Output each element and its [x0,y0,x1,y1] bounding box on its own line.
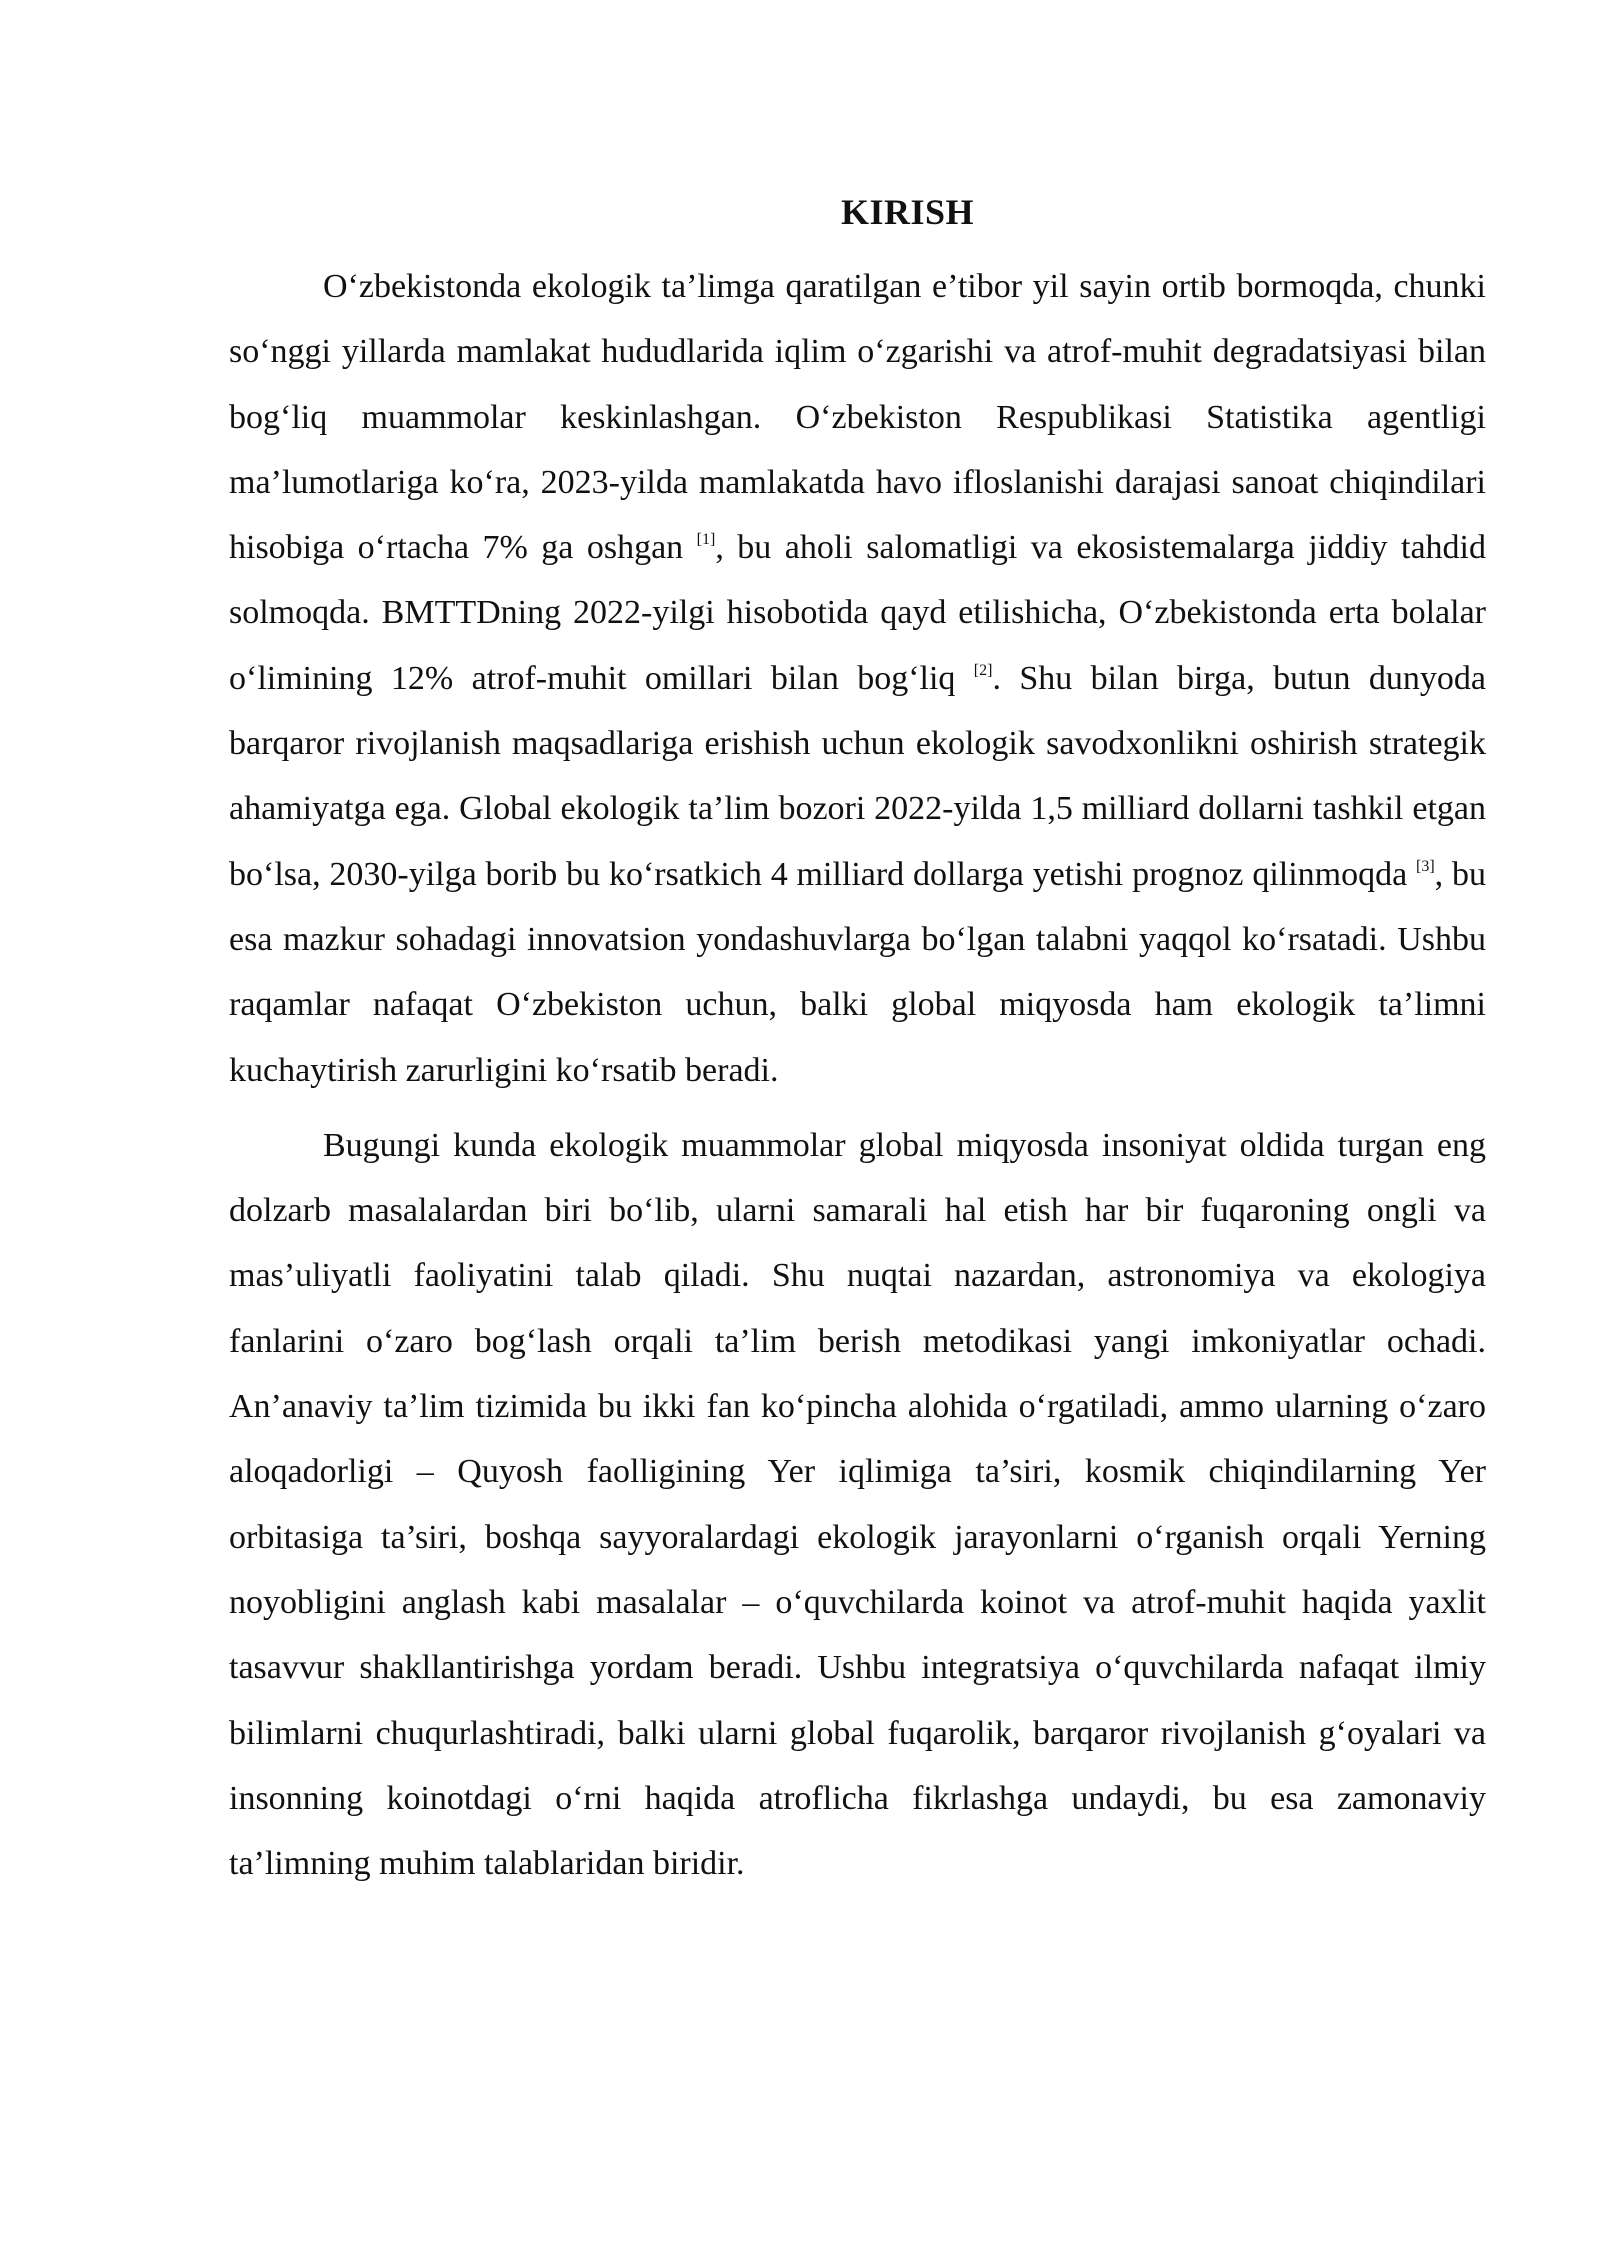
paragraph-1-text-d: , bu esa mazkur sohadagi innovatsion yondashuvlarga bo‘lgan talabni yaqqol ko‘rsatadi. Ushbu raqamlar nafaqat O‘zbekiston uchun, balki global miqyosda ham ekologik ta’limni kuchaytirish zarurligini ko‘rsatib beradi. [229,855,1486,1089]
paragraph-1-text-a: O‘zbekistonda ekologik ta’limga qaratilgan e’tibor yil sayin ortib bormoqda, chunki so‘nggi yillarda mamlakat hududlarida iqlim o‘zgarishi va atrof-muhit degradatsiyasi bilan bog‘liq muammolar keskinlashgan. O‘zbekiston Respublikasi Statistika agentligi ma’lumotlariga ko‘ra, 2023-yilda mamlakatda havo ifloslanishi darajasi sanoat chiqindilari hisobiga o‘rtacha 7% ga oshgan [229,268,1486,567]
paragraph-1-text-b: , bu aholi salomatligi va ekosistemalarga jiddiy tahdid solmoqda. BMTTDning 2022-yilgi hisobotida qayd etilishicha, O‘zbekistonda erta bolalar o‘limining 12% atrof-muhit omillari bilan bog‘liq [229,529,1486,697]
section-title: KIRISH [840,192,975,232]
paragraph-1-text-c: . Shu bilan birga, butun dunyoda barqaror rivojlanish maqsadlariga erishish uchun ekologik savodxonlikni oshirish strategik ahamiyatga ega. Global ekologik ta’lim bozori 2022-yilda 1,5 milliard dollarni tashkil etgan bo‘lsa, 2030-yilga borib bu ko‘rsatkich 4 milliard dollarga yetishi prognoz qilinmoqda [229,659,1486,893]
citation-ref-1: [1] [696,531,716,549]
paragraph-2: Bugungi kunda ekologik muammolar global miqyosda insoniyat oldida turgan eng dolzarb masalalardan biri bo‘lib, ularni samarali hal etish har bir fuqaroning ongli va mas’uliyatli faoliyatini talab qiladi. Shu nuqtai nazardan, astronomiya va ekologiya fanlarini o‘zaro bog‘lash orqali ta’lim berish metodikasi yangi imkoniyatlar ochadi. An’anaviy ta’lim tizimida bu ikki fan ko‘pincha alohida o‘rgatiladi, ammo ularning o‘zaro aloqadorligi – Quyosh faolligining Yer iqlimiga ta’siri, kosmik chiqindilarning Yer orbitasiga ta’siri, boshqa sayyoralardagi ekologik jarayonlarni o‘rganish orqali Yerning noyobligini anglash kabi masalalar – o‘quvchilarda koinot va atrof-muhit haqida yaxlit tasavvur shakllantirishga yordam beradi. Ushbu integratsiya o‘quvchilarda nafaqat ilmiy bilimlarni chuqurlashtiradi, balki ularni global fuqarolik, barqaror rivojlanish g‘oyalari va insonning koinotdagi o‘rni haqida atroflicha fikrlashga undaydi, bu esa zamonaviy ta’limning muhim talablaridan biridir. [229,1126,1486,1883]
page-content [229,180,1486,1906]
citation-ref-2: [2] [973,661,993,679]
paragraph-1 [229,254,1486,1103]
citation-ref-3: [3] [1416,857,1435,875]
